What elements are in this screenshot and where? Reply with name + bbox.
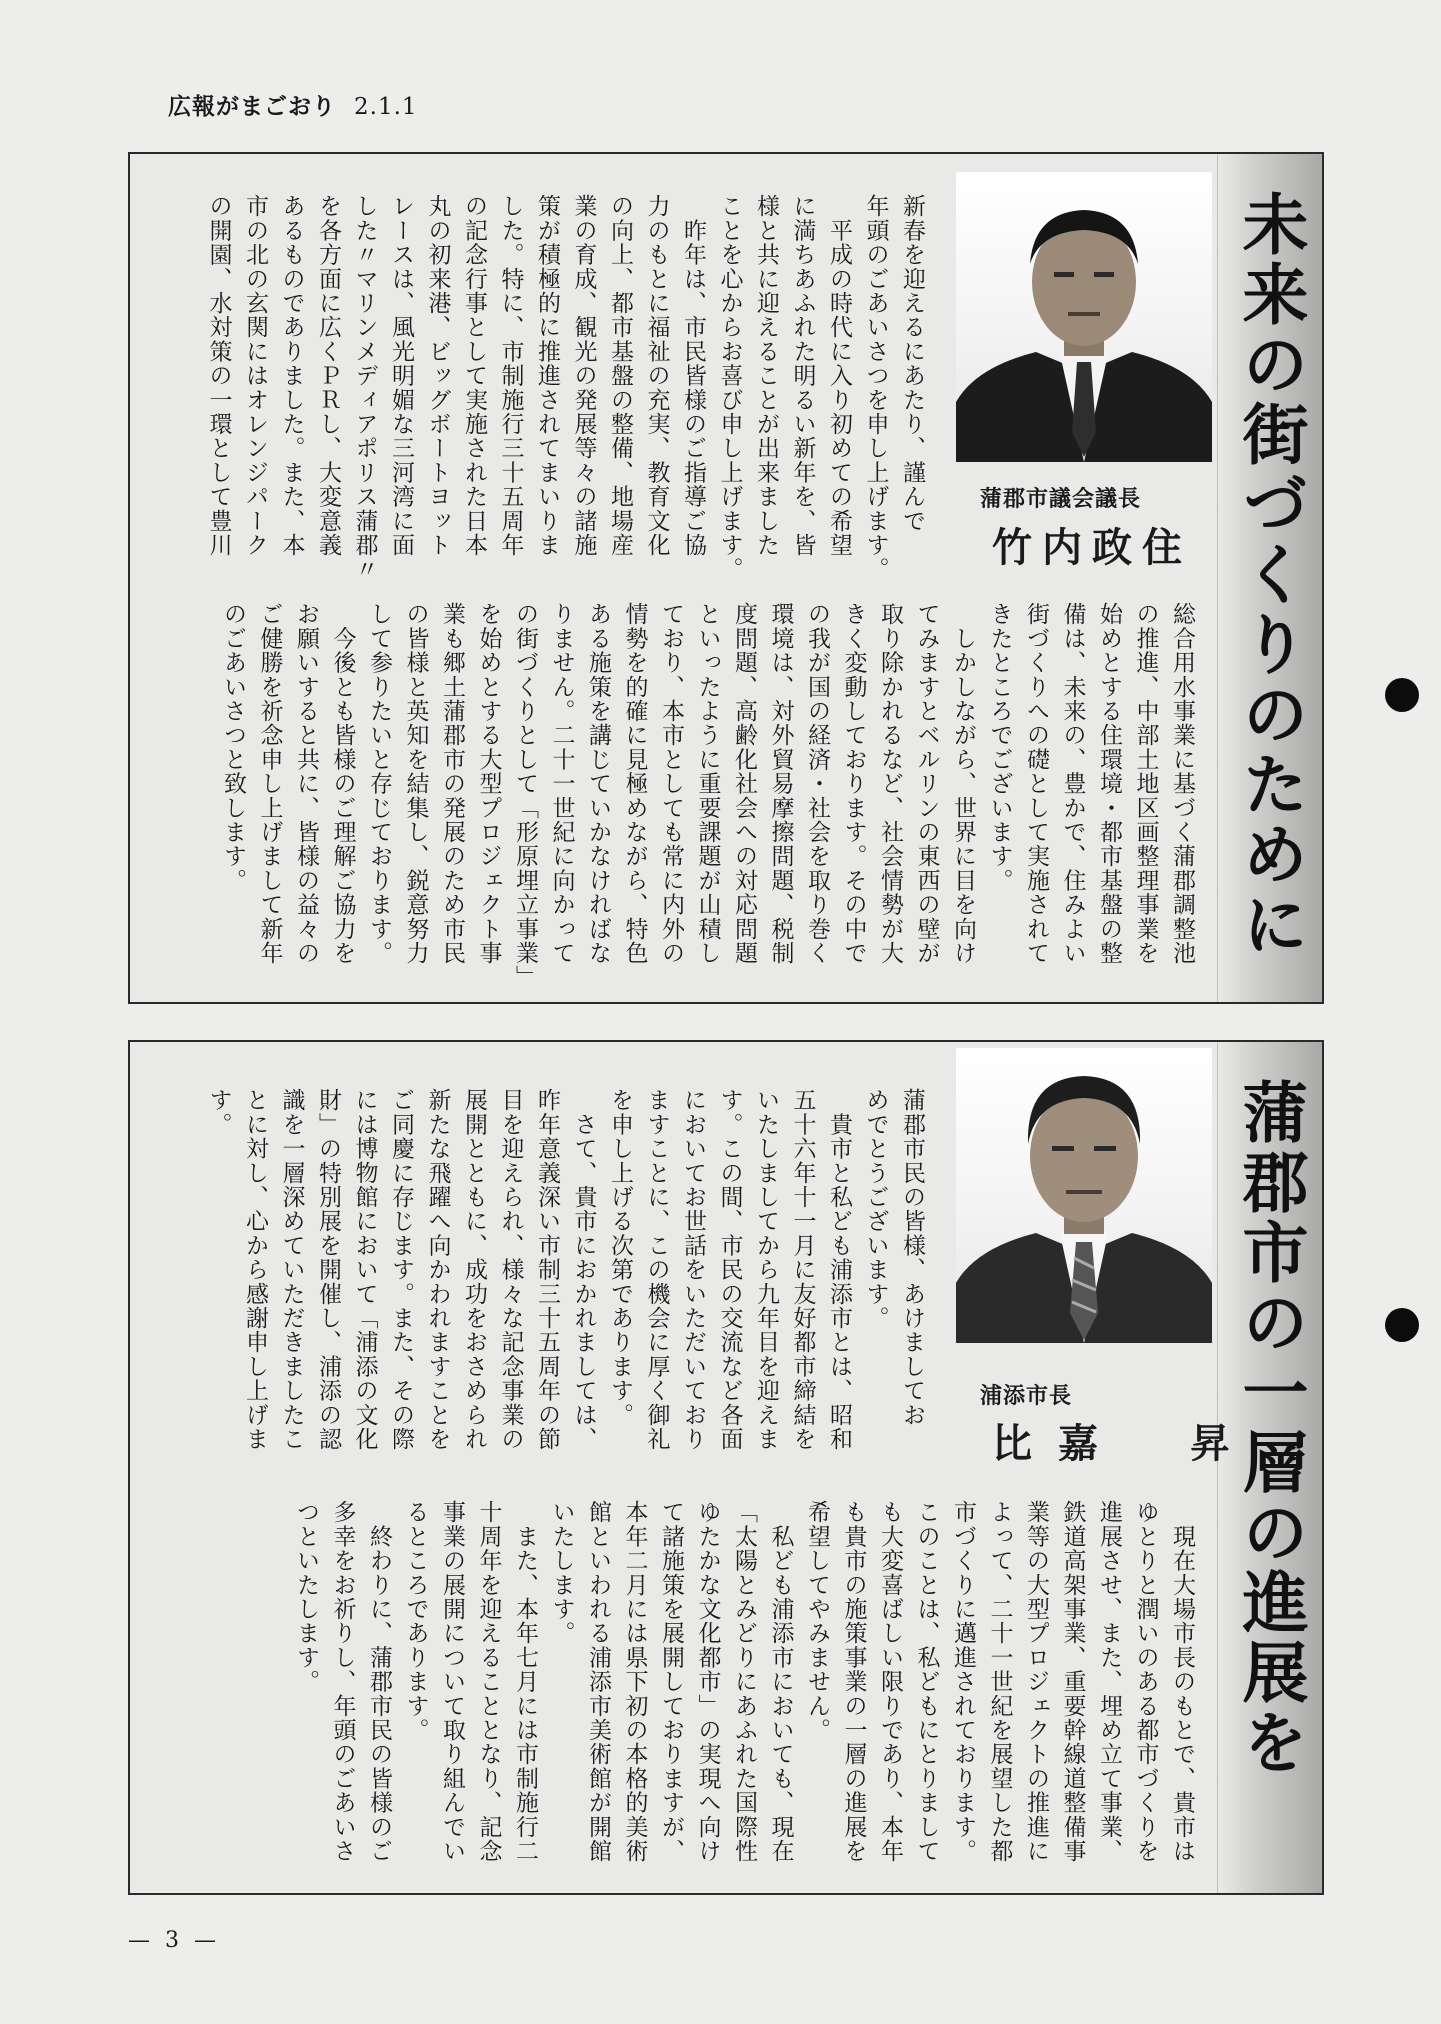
binder-hole-mark: [1385, 1308, 1419, 1342]
body-text-right: [220, 602, 1200, 992]
page-number: — 3 —: [128, 1928, 220, 1953]
issue-date: 2.1.1: [354, 94, 418, 120]
portrait-photo: [956, 1048, 1212, 1343]
page-header: [168, 88, 418, 121]
author-name: 比嘉 昇: [992, 1420, 1256, 1467]
author-role: 蒲郡市議会議長: [980, 487, 1142, 512]
binder-hole-mark: [1385, 678, 1419, 712]
body-text-top: [160, 1088, 930, 1478]
portrait-photo: [956, 172, 1212, 462]
article-mayor-greeting: [128, 1040, 1324, 1895]
body-text-right: [293, 1500, 1200, 1882]
body-paragraphs: 現在大場市長のもとで、貴市は ゆとりと潤いのある都市づくりを 進展させ、また、埋め立て事業、 鉄道高架事業、重要幹線道整備事 業等の大型プロジェクトの推進に よって、二十一世紀を展望した都 市づくりに邁進されております。 このことは、私どもにとりまして も大変喜ばしい限りであり、本年 も貴市の施策事業の一層の進展を 希望してやみません。 私ども浦添市においても、現在 「太陽とみどりにあふれた国際性 ゆたかな文化都市」の実現へ向け て諸施策を展開しておりますが、 本年二月には県下初の本格的美術 館といわれる浦添市美術館が開館 いたします。 また、本年七月には市制施行二 十周年を迎えることとなり、記念 事業の展開について取り組んでい るところであります。 終わりに、蒲郡市民の皆様のご 多幸をお祈りし、年頭のごあいさ つといたします。: [293, 1500, 1195, 1863]
body-paragraphs: 新春を迎えるにあたり、謹んで 年頭のごあいさつを申し上げます。 平成の時代に入り初めての希望 に満ちあふれた明るい新年を、皆 様と共に迎えることが出来ました ことを心からお喜び申し上げます。 昨年は、市民皆様のご指導ご協 力のもとに福祉の充実、教育文化 の向上、都市基盤の整備、地場産 業の育成、観光の発展等々の諸施 策が積極的に推進されてまいりま した。特に、市制施行三十五周年 の記念行事として実施された日本 丸の初来港、ビッグボートヨット レースは、風光明媚な三河湾に面 した〃マリンメディアポリス蒲郡〃 を各方面に広くＰＲし、大変意義 あるものでありました。また、本 市の北の玄関にはオレンジパーク の開園、水対策の一環として豊川: [205, 194, 925, 582]
article-title: 蒲郡市の一層の進展を: [1231, 1078, 1308, 1778]
body-paragraphs: 総合用水事業に基づく蒲郡調整池 の推進、中部土地区画整理事業を 始めとする住環境・都市基盤の整 備は、未来の、豊かで、住みよい 街づくりへの礎として実施されて きたところでございます。 しかしながら、世界に目を向け てみますとベルリンの東西の壁が 取り除かれるなど、社会情勢が大 きく変動しております。その中で の我が国の経済・社会を取り巻く 環境は、対外貿易摩擦問題、税制 度問題、高齢化社会への対応問題 といったように重要課題が山積し ており、本市としても常に内外の 情勢を的確に見極めながら、特色 ある施策を講じていかなければな りません。二十一世紀に向かって の街づくりとして「形原埋立事業」 を始めとする大型プロジェクト事 業も郷土蒲郡市の発展のため市民 の皆様と英知を結集し、鋭意努力 して参りたいと存じております。 今後とも皆様のご理解ご協力を お願いすると共に、皆様の益々の ご健勝を祈念申し上げまして新年 のごあいさつと致します。: [220, 602, 1195, 990]
author-name: 竹内政住: [992, 524, 1192, 571]
body-text-top: [160, 194, 930, 584]
body-paragraphs: 蒲郡市民の皆様、あけましてお めでとうございます。 貴市と私ども浦添市とは、昭和 五十六年十一月に友好都市締結を いたしましてから九年目を迎えま す。この間、市民の交流など各面 においてお世話をいただいており ますことに、この機会に厚く御礼 を申し上げる次第であります。 さて、貴市におかれましては、 昨年意義深い市制三十五周年の節 目を迎えられ、様々な記念事業の 展開とともに、成功をおさめられ 新たな飛躍へ向かわれますことを ご同慶に存じます。また、その際 には博物館において「浦添の文化 財」の特別展を開催し、浦添の認 識を一層深めていただきましたこ とに対し、心から感謝申し上げま す。: [205, 1088, 925, 1451]
article-chairman-greeting: [128, 152, 1324, 1004]
author-role: 浦添市長: [980, 1384, 1073, 1409]
publication-name: 広報がまごおり: [168, 94, 336, 120]
article-title: 未来の街づくりのために: [1231, 190, 1308, 960]
